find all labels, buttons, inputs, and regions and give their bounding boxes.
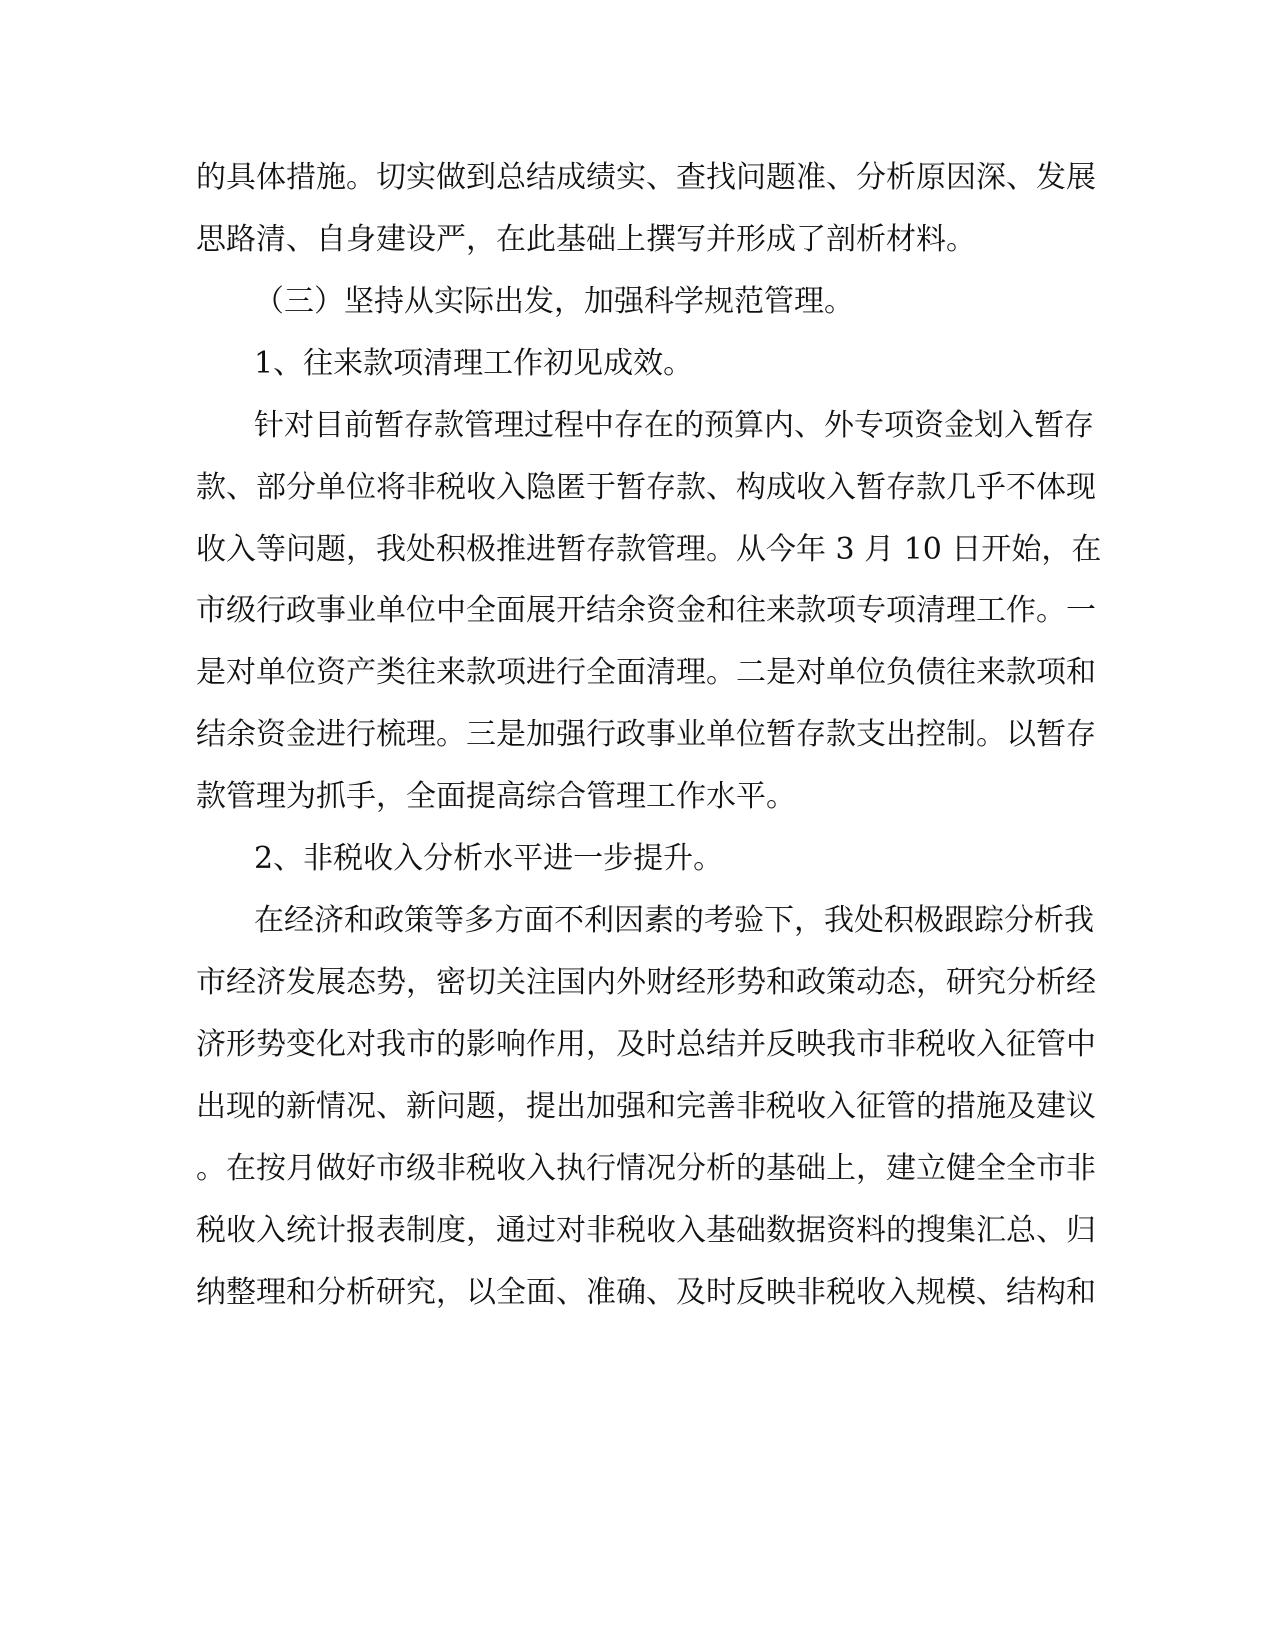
- text-line: 出现的新情况、新问题，提出加强和完善非税收入征管的措施及建议: [196, 1089, 1096, 1124]
- text-line: 款管理为抓手，全面提高综合管理工作水平。: [196, 779, 796, 814]
- text-line: 是对单位资产类往来款项进行全面清理。二是对单位负债往来款项和: [196, 655, 1096, 690]
- section-heading: （三）坚持从实际出发，加强科学规范管理。: [254, 284, 854, 319]
- subsection-heading: 2、非税收入分析水平进一步提升。: [254, 841, 724, 876]
- text-line: 的具体措施。切实做到总结成绩实、查找问题准、分析原因深、发展: [196, 160, 1096, 195]
- text-line: 思路清、自身建设严，在此基础上撰写并形成了剖析材料。: [196, 222, 976, 257]
- text-line: 针对目前暂存款管理过程中存在的预算内、外专项资金划入暂存: [254, 408, 1094, 443]
- text-line: 收入等问题，我处积极推进暂存款管理。从今年 3 月 10 日开始，在: [196, 532, 1102, 567]
- text-line: 纳整理和分析研究，以全面、准确、及时反映非税收入规模、结构和: [196, 1275, 1096, 1310]
- text-line: 市经济发展态势，密切关注国内外财经形势和政策动态，研究分析经: [196, 965, 1096, 1000]
- text-line: 款、部分单位将非税收入隐匿于暂存款、构成收入暂存款几乎不体现: [196, 470, 1096, 505]
- text-line: 在经济和政策等多方面不利因素的考验下，我处积极跟踪分析我: [254, 903, 1094, 938]
- text-line: 。在按月做好市级非税收入执行情况分析的基础上，建立健全全市非: [196, 1151, 1096, 1186]
- text-line: 市级行政事业单位中全面展开结余资金和往来款项专项清理工作。一: [196, 593, 1096, 628]
- text-line: 税收入统计报表制度，通过对非税收入基础数据资料的搜集汇总、归: [196, 1213, 1096, 1248]
- text-line: 结余资金进行梳理。三是加强行政事业单位暂存款支出控制。以暂存: [196, 717, 1096, 752]
- text-line: 济形势变化对我市的影响作用，及时总结并反映我市非税收入征管中: [196, 1027, 1096, 1062]
- subsection-heading: 1、往来款项清理工作初见成效。: [254, 346, 694, 381]
